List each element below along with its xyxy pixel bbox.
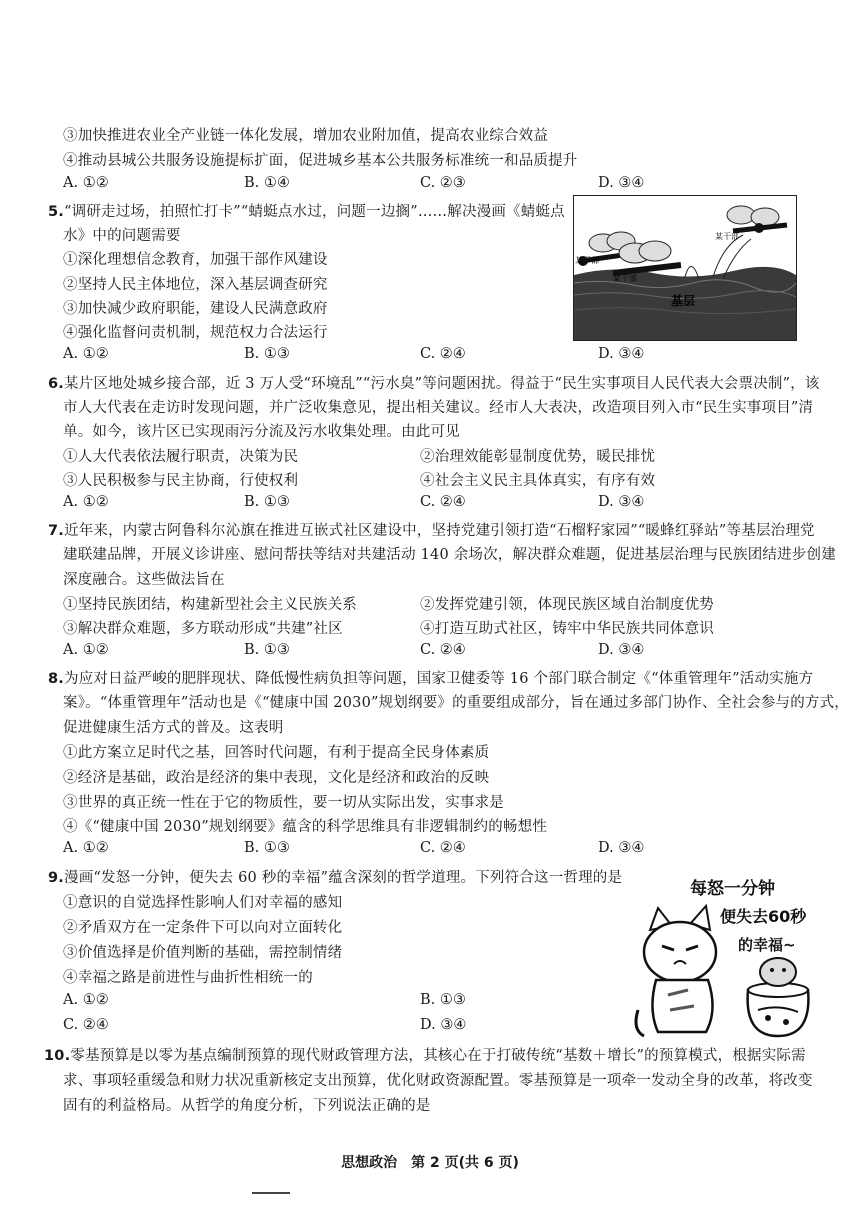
q8-number: 8. bbox=[48, 671, 64, 687]
q9-number: 9. bbox=[48, 870, 64, 886]
q6-stem-line2: 市人大代表在走访时发现问题，并广泛收集意见，提出相关建议。经市人大表决，改造项目列入市“民生实事项目”清 bbox=[63, 400, 814, 416]
q8-option-c: C. ②④ bbox=[420, 840, 466, 856]
q5-number: 5. bbox=[48, 204, 64, 220]
q10-stem-text: 零基预算是以零为基点编制预算的现代财政管理方法，其核心在于打破传统“基数＋增长”的预算模式，根据实际需 bbox=[70, 1048, 806, 1064]
q5-item-4: ④强化监督问责机制，规范权力合法运行 bbox=[63, 325, 328, 341]
q7-item-2: ②发挥党建引领，体现民族区域自治制度优势 bbox=[420, 597, 714, 613]
q8-stem-text: 为应对日益严峻的肥胖现状、降低慢性病负担等问题，国家卫健委等 16 个部门联合制定《“体重管理年”活动实施方 bbox=[64, 671, 814, 687]
q9-option-c: C. ②④ bbox=[63, 1017, 109, 1033]
q8-option-d: D. ③④ bbox=[598, 840, 645, 856]
q8-stem-line3: 促进健康生活方式的普及。这表明 bbox=[63, 720, 284, 736]
cartoon-label-3: 某干部 bbox=[715, 232, 739, 241]
q5-item-1: ①深化理想信念教育，加强干部作风建设 bbox=[63, 252, 328, 268]
q9-stem-text: 漫画“发怒一分钟，便失去 60 秒的幸福”蕴含深刻的哲学道理。下列符合这一哲理的是 bbox=[64, 870, 623, 886]
dragonfly-cartoon-drawing bbox=[573, 195, 797, 341]
q8-item-1: ①此方案立足时代之基，回答时代问题，有利于提高全民身体素质 bbox=[63, 745, 490, 761]
q8-option-a: A. ①② bbox=[63, 840, 109, 856]
q10-stem-line1 bbox=[44, 1044, 806, 1065]
cartoon-text-line1: 每怒一分钟 bbox=[690, 879, 775, 899]
q7-option-a: A. ①② bbox=[63, 642, 109, 658]
q5-stem-line1 bbox=[48, 200, 565, 221]
q7-item-3: ③解决群众难题，多方联动形成“共建”社区 bbox=[63, 621, 343, 637]
q9-item-3: ③价值选择是价值判断的基础，需控制情绪 bbox=[63, 945, 343, 961]
q5-option-d: D. ③④ bbox=[598, 346, 645, 362]
q8-item-3: ③世界的真正统一性在于它的物质性，要一切从实际出发，实事求是 bbox=[63, 795, 504, 811]
angry-cat-cartoon bbox=[628, 860, 833, 1040]
cartoon-text-line3: 的幸福~ bbox=[738, 936, 796, 954]
q6-option-a: A. ①② bbox=[63, 494, 109, 510]
q6-item-1: ①人大代表依法履行职责，决策为民 bbox=[63, 449, 299, 465]
q6-stem-line3: 单。如今，该片区已实现雨污分流及污水收集处理。由此可见 bbox=[63, 424, 460, 440]
q7-item-1: ①坚持民族团结，构建新型社会主义民族关系 bbox=[63, 597, 357, 613]
q5-option-a: A. ①② bbox=[63, 346, 109, 362]
q9-option-d: D. ③④ bbox=[420, 1017, 467, 1033]
q4-item-3: ③加快推进农业全产业链一体化发展，增加农业附加值，提高农业综合效益 bbox=[63, 128, 549, 144]
q7-stem-line2: 建联建品牌，开展义诊讲座、慰问帮扶等结对共建活动 140 余场次，解决群众难题，促进基层治理与民族团结进步创建 bbox=[63, 547, 836, 563]
q7-stem-line1 bbox=[48, 519, 815, 540]
q8-stem-line2: 案》。“体重管理年”活动也是《“健康中国 2030”规划纲要》的重要组成部分，旨在通过多部门协作、全社会参与的方式， bbox=[63, 695, 850, 711]
q6-option-b: B. ①③ bbox=[244, 494, 290, 510]
q8-item-2: ②经济是基础，政治是经济的集中表现，文化是经济和政治的反映 bbox=[63, 770, 490, 786]
q5-item-2: ②坚持人民主体地位，深入基层调查研究 bbox=[63, 277, 328, 293]
page-footer: 思想政治 第 2 页(共 6 页) bbox=[341, 1155, 519, 1171]
q7-option-d: D. ③④ bbox=[598, 642, 645, 658]
scan-mark bbox=[252, 1192, 290, 1194]
q6-item-2: ②治理效能彰显制度优势，暖民排忧 bbox=[420, 449, 656, 465]
q5-item-3: ③加快减少政府职能，建设人民满意政府 bbox=[63, 301, 328, 317]
q7-number: 7. bbox=[48, 523, 64, 539]
q7-item-4: ④打造互助式社区，铸牢中华民族共同体意识 bbox=[420, 621, 714, 637]
q9-item-4: ④幸福之路是前进性与曲折性相统一的 bbox=[63, 970, 313, 986]
q10-number: 10. bbox=[44, 1048, 71, 1064]
q5-stem-line2: 水》中的问题需要 bbox=[63, 228, 181, 244]
q5-option-b: B. ①③ bbox=[244, 346, 290, 362]
q8-stem-line1 bbox=[48, 667, 813, 688]
q7-stem-text: 近年来，内蒙古阿鲁科尔沁旗在推进互嵌式社区建设中，坚持党建引领打造“石榴籽家园”“暖蜂红驿站”等基层治理党 bbox=[64, 523, 815, 539]
q8-option-b: B. ①③ bbox=[244, 840, 290, 856]
q4-item-4: ④推动县城公共服务设施提标扩面，促进城乡基本公共服务标准统一和品质提升 bbox=[63, 153, 578, 169]
q6-stem-text: 某片区地处城乡接合部，近 3 万人受“环境乱”“污水臭”等问题困扰。得益于“民生实事项目人民代表大会票决制”，该 bbox=[64, 376, 820, 392]
cartoon-label-2: 某干部 bbox=[613, 274, 637, 283]
q4-option-d: D. ③④ bbox=[598, 175, 645, 191]
cartoon-label-grassroots: 基层 bbox=[671, 294, 696, 308]
q5-stem-text: “调研走过场，拍照忙打卡”“蜻蜓点水过，问题一边搁”……解决漫画《蜻蜓点 bbox=[64, 204, 565, 220]
q4-option-a: A. ①② bbox=[63, 175, 109, 191]
q4-option-b: B. ①④ bbox=[244, 175, 290, 191]
q9-item-2: ②矛盾双方在一定条件下可以向对立面转化 bbox=[63, 920, 343, 936]
q10-stem-line2: 求、事项轻重缓急和财力状况重新核定支出预算，优化财政资源配置。零基预算是一项牵一发动全身的改革，将改变 bbox=[63, 1073, 813, 1089]
q6-item-3: ③人民积极参与民主协商，行使权利 bbox=[63, 473, 299, 489]
q6-number: 6. bbox=[48, 376, 64, 392]
q6-item-4: ④社会主义民主具体真实，有序有效 bbox=[420, 473, 656, 489]
angry-cat-drawing bbox=[628, 860, 833, 1040]
q7-stem-line3: 深度融合。这些做法旨在 bbox=[63, 572, 225, 588]
cartoon-text-line2: 便失去60秒 bbox=[720, 907, 807, 926]
cartoon-label-1: 某干部 bbox=[575, 256, 599, 265]
q7-option-b: B. ①③ bbox=[244, 642, 290, 658]
q6-stem-line1 bbox=[48, 372, 820, 393]
q5-option-c: C. ②④ bbox=[420, 346, 466, 362]
q10-stem-line3: 固有的利益格局。从哲学的角度分析，下列说法正确的是 bbox=[63, 1098, 431, 1114]
q6-option-c: C. ②④ bbox=[420, 494, 466, 510]
q4-option-c: C. ②③ bbox=[420, 175, 466, 191]
q9-item-1: ①意识的自觉选择性影响人们对幸福的感知 bbox=[63, 895, 343, 911]
q9-stem-line1 bbox=[48, 866, 622, 887]
dragonfly-cartoon bbox=[573, 195, 797, 341]
q8-item-4: ④《“健康中国 2030”规划纲要》蕴含的科学思维具有非逻辑制约的畅想性 bbox=[63, 819, 548, 835]
q6-option-d: D. ③④ bbox=[598, 494, 645, 510]
q9-option-a: A. ①② bbox=[63, 992, 109, 1008]
q9-option-b: B. ①③ bbox=[420, 992, 466, 1008]
q7-option-c: C. ②④ bbox=[420, 642, 466, 658]
